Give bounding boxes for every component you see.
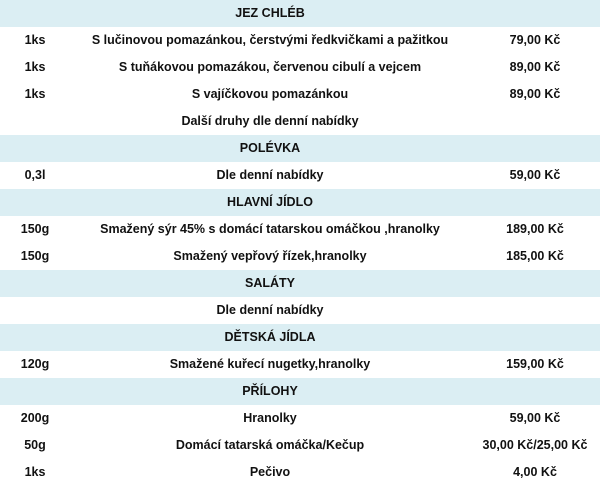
item-price: 79,00 Kč — [509, 33, 561, 47]
item-price: 59,00 Kč — [509, 411, 561, 425]
menu-note — [0, 108, 600, 135]
section-header — [0, 378, 600, 405]
item-name: S tuňákovou pomazákou, červenou cibulí a vejcem — [118, 60, 422, 74]
item-quantity: 150g — [20, 249, 50, 263]
section-title: HLAVNÍ JÍDLO — [227, 195, 313, 209]
section-title: SALÁTY — [245, 276, 295, 290]
item-price: 189,00 Kč — [506, 222, 564, 236]
item-name: S lučinovou pomazánkou, čerstvými ředkvičkami a pažitkou — [91, 33, 449, 47]
item-quantity: 200g — [20, 411, 50, 425]
item-name: Smažené kuřecí nugetky,hranolky — [169, 357, 371, 371]
section-header — [0, 189, 600, 216]
item-name: S vajíčkovou pomazánkou — [191, 87, 349, 101]
note-text: Dle denní nabídky — [216, 303, 324, 317]
item-name: Smažený sýr 45% s domácí tatarskou omáčkou ,hranolky — [100, 222, 440, 236]
item-price: 89,00 Kč — [509, 60, 561, 74]
menu-item — [0, 216, 600, 243]
item-quantity: 120g — [20, 357, 50, 371]
menu-item — [0, 405, 600, 432]
menu-item — [0, 459, 600, 486]
section-header — [0, 0, 600, 27]
section-header — [0, 270, 600, 297]
menu-item — [0, 81, 600, 108]
item-quantity: 1ks — [24, 33, 46, 47]
menu-item — [0, 54, 600, 81]
section-title: JEZ CHLÉB — [235, 6, 305, 20]
item-price: 4,00 Kč — [513, 465, 557, 479]
menu-item — [0, 243, 600, 270]
menu-note — [0, 297, 600, 324]
item-quantity: 1ks — [24, 60, 46, 74]
item-name: Domácí tatarská omáčka/Kečup — [175, 438, 365, 452]
menu-item — [0, 351, 600, 378]
item-price: 59,00 Kč — [509, 168, 561, 182]
item-price: 159,00 Kč — [506, 357, 564, 371]
section-title: DĚTSKÁ JÍDLA — [224, 330, 316, 344]
section-header — [0, 324, 600, 351]
item-price: 30,00 Kč/25,00 Kč — [482, 438, 588, 452]
item-quantity: 0,3l — [24, 168, 46, 182]
item-quantity: 1ks — [24, 87, 46, 101]
item-price: 89,00 Kč — [509, 87, 561, 101]
item-quantity: 150g — [20, 222, 50, 236]
item-name: Hranolky — [243, 411, 297, 425]
item-name: Pečivo — [249, 465, 291, 479]
section-title: POLÉVKA — [239, 141, 301, 155]
menu-item — [0, 162, 600, 189]
menu-item — [0, 432, 600, 459]
section-title: PŘÍLOHY — [242, 384, 298, 398]
item-quantity: 1ks — [24, 465, 46, 479]
section-header — [0, 135, 600, 162]
item-name: Dle denní nabídky — [216, 168, 324, 182]
item-price: 185,00 Kč — [506, 249, 564, 263]
menu-item — [0, 27, 600, 54]
note-text: Další druhy dle denní nabídky — [181, 114, 359, 128]
item-name: Smažený vepřový řízek,hranolky — [173, 249, 367, 263]
item-quantity: 50g — [24, 438, 46, 452]
